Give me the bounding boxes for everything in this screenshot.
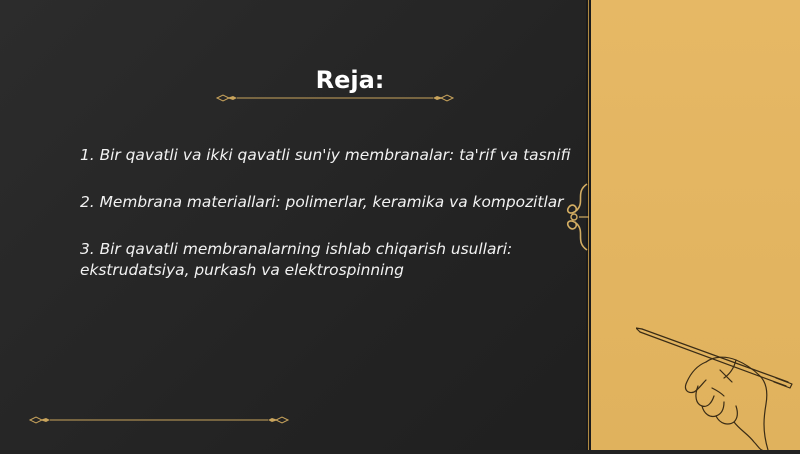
slide-title: Reja:: [315, 66, 385, 94]
agenda-item-3: 3. Bir qavatli membranalarning ishlab chiqarish usullari: ekstrudatsiya, purkash va elektrospinning: [80, 240, 513, 279]
agenda-item-1: 1. Bir qavatli va ikki qavatli sun'iy membranalar: ta'rif va tasnifi: [80, 146, 571, 164]
bottom-divider-icon: [28, 414, 290, 426]
title-divider-icon: [215, 92, 455, 104]
agenda-item-2: 2. Membrana materiallari: polimerlar, keramika va kompozitlar: [80, 193, 564, 211]
hand-writing-with-pen-icon: [636, 326, 796, 450]
agenda-list: [80, 145, 575, 281]
scroll-flourish-icon: [561, 182, 591, 252]
